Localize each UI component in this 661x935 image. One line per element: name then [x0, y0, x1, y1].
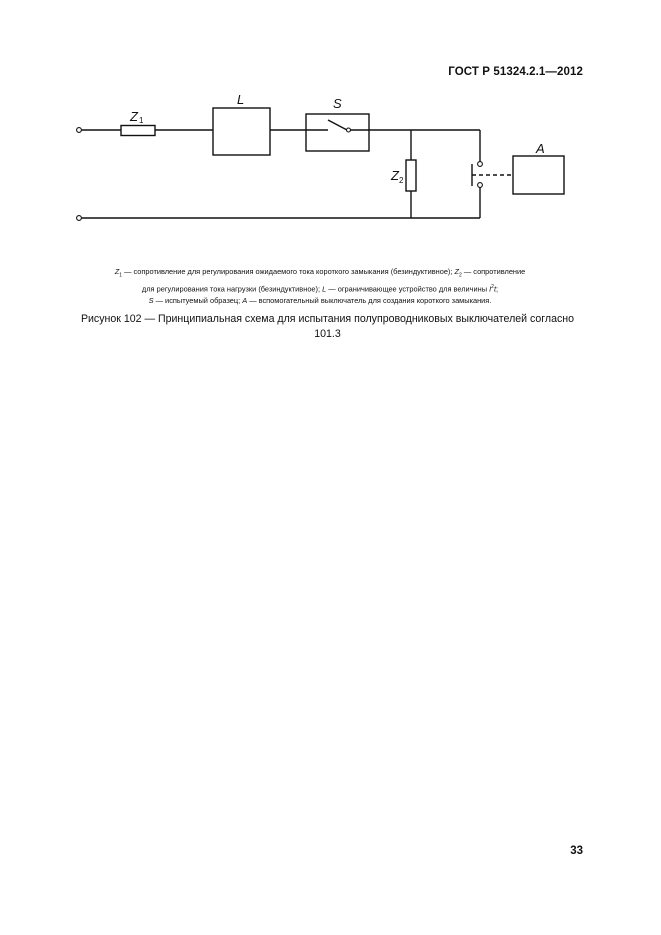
legend-line-2: для регулирования тока нагрузки (безиндуктивное); L — ограничивающее устройство для величины $I^2t$; [141, 283, 499, 294]
terminal-top-left [77, 128, 82, 133]
label-a: A [536, 141, 545, 156]
test-sample-s-box [306, 114, 369, 151]
terminal-bottom-left [77, 216, 82, 221]
caption-line-1: Рисунок 102 — Принципиальная схема для испытания полупроводниковых выключателей согласно [80, 313, 575, 325]
aux-contact-bottom [478, 183, 483, 188]
figure-legend [40, 266, 600, 306]
circuit-diagram [0, 0, 661, 240]
figure-caption [40, 312, 615, 342]
legend-line-3: S — испытуемый образец; A — вспомогательный выключатель для создания короткого замыкания. [148, 295, 492, 305]
limiter-l-box [213, 108, 270, 155]
aux-switch-a-box [513, 156, 564, 194]
aux-contact-top [478, 162, 483, 167]
page-number: 33 [570, 845, 583, 857]
label-z2: $Z_2$ [391, 168, 404, 185]
label-l: L [237, 92, 245, 107]
label-z1: Z1 [130, 109, 144, 125]
resistor-z2 [406, 160, 416, 191]
caption-line-2: 101.3 [314, 328, 341, 340]
resistor-z1 [121, 126, 155, 136]
document-header: ГОСТ Р 51324.2.1—2012 [448, 66, 583, 78]
switch-s-contact [347, 128, 351, 132]
legend-line-1: $Z_1$ — сопротивление для регулирования ожидаемого тока короткого замыкания (безиндуктивное); $Z_2$ — сопротивление [114, 267, 526, 279]
label-s: S [333, 96, 342, 111]
